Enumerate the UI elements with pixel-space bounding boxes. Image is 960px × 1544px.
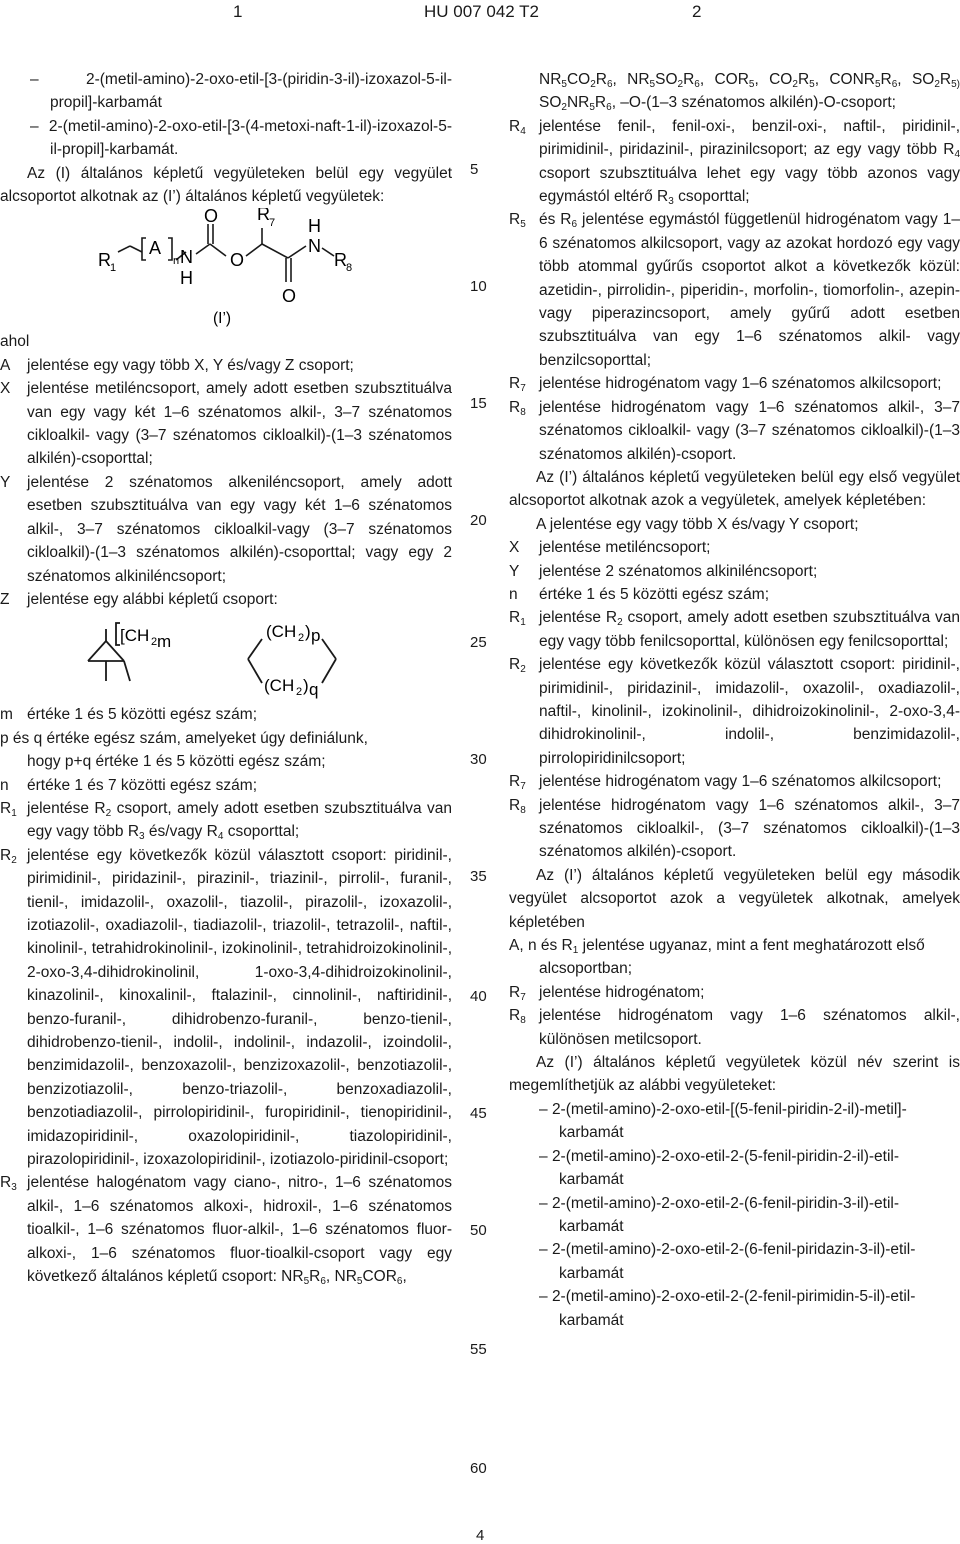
subscript: 8 bbox=[520, 1015, 526, 1027]
second-subgroup-intro: Az (I’) általános képletű vegyületeken belül egy második vegyület alcsoportot azok a vegyületek alkotnak, amelyek képletében bbox=[509, 866, 960, 931]
text: CO bbox=[566, 71, 591, 88]
definition-m bbox=[0, 703, 452, 726]
second-subgroup-R7 bbox=[509, 981, 960, 1004]
symbol-letter: R bbox=[509, 656, 521, 674]
definition-text: jelentése egy következők közül választott csoport: piridinil-, pirimidinil-, piridazinil-, pirazinil-, triazinil-, pirrolil-, furanil-, tienil-, imidazolil-, oxazolil-, tiazolil-, pirazolil-, izoxazolil-, izotiazolil-, oxadiazolil-, tiadiazolil-, triazolil-, tetrazolil-, naftil-, kinolinil-, tetrahidrokinolinil-, izokinolinil-, tetrahidroizokinolinil-, 2-oxo-3,4-dihidrokinolinil, 1-oxo-3,4-dihidroizokinolinil-, kinazolinil-, kinoxalinil-, ftalazinil-, cinnolinil-, naftiridinil-, benzo-furanil-, dihidrobenzo-furanil-, benzo-tienil-, dihidrobenzo-tienil-, indolil-, indolinil-, indazolil-, izoindolil-, benzimidazolil-, benzoxazolil-, benzizoxazolil-, benzotiazolil-, benzizotiazolil-, benzo-triazolil-, benzoxadiazolil-, benzotiadiazolil-, pirrolopiridinil-, furopiridinil-, tienopiridinil-, imidazopiridinil-, oxazolopiridinil-, tiazolopiridinil-, pirazolopiridinil-, izoxazolopiridinil-, izotiazolo-piridinil-csoport; bbox=[27, 846, 452, 1169]
text: NR bbox=[566, 94, 590, 112]
symbol-letter: R bbox=[509, 773, 521, 791]
definition-Z bbox=[0, 588, 452, 611]
line-number: 40 bbox=[470, 988, 487, 1005]
definition-text: értéke 1 és 5 közötti egész szám; bbox=[27, 706, 258, 724]
definition-text: hogy p+q értéke 1 és 5 közötti egész szám; bbox=[27, 753, 326, 771]
text: jelentése fenil-, fenil-oxi-, benzil-oxi-, naftil-, piridinil-, pirimidinil-, piridazinil-, pirazinilcsoport; az egy vagy több R bbox=[539, 117, 960, 159]
definition-text: jelentése 2 szénatomos alkiniléncsoport; bbox=[539, 562, 818, 580]
formula-label: (I’) bbox=[213, 310, 232, 328]
symbol-letter: R bbox=[509, 211, 521, 229]
definition-A bbox=[0, 354, 452, 377]
definition-n bbox=[0, 774, 452, 797]
subscript: 3 bbox=[668, 196, 674, 208]
structure-subscript: 2 bbox=[298, 632, 305, 645]
text: és/vagy R bbox=[148, 823, 218, 841]
symbol-letter: R bbox=[509, 796, 521, 814]
first-subgroup-intro: Az (I’) általános képletű vegyületeken belül egy első vegyület alcsoportot alkotnak azok a vegyületek, amelyek képletében: bbox=[509, 468, 960, 510]
compound-text: 2-(metil-amino)-2-oxo-etil-[3-(piridin-3-il)-izoxazol-5-il-propil]-karbamát bbox=[50, 71, 452, 112]
compound-text: 2-(metil-amino)-2-oxo-etil-2-(6-fenil-piridin-3-il)-etil-karbamát bbox=[551, 1194, 900, 1235]
first-subgroup-R1 bbox=[509, 606, 960, 653]
structure-label: ) bbox=[305, 622, 311, 642]
first-subgroup-R8 bbox=[509, 794, 960, 864]
text: R bbox=[880, 71, 892, 88]
subscript: 6 bbox=[606, 102, 612, 114]
symbol-letter: R bbox=[0, 846, 12, 864]
subscript: 5 bbox=[748, 79, 755, 90]
text: , CONR bbox=[814, 71, 875, 88]
definition-R8 bbox=[509, 396, 960, 466]
symbol bbox=[509, 372, 539, 395]
text: jelentése egymástól függetlenül hidrogénatom vagy 1–6 szénatomos alkilcsoport, vagy az azokat hordozó egy vagy több atommal gyűrűs csoportot alkot a következők közül: azetidin-, pirrolidin-, piperidin-, morfolin-, tiomorfolin-, azepin- vagy piperazincsoport, amely gyűrű adott esetben szubsztituálva van egy 1–6 szénatomos alkil- vagy benzilcsoporttal; bbox=[539, 211, 960, 369]
formula-atom: R bbox=[334, 250, 347, 271]
definition-p-q bbox=[0, 727, 452, 774]
text: , bbox=[402, 1268, 407, 1286]
text: jelentése ugyanaz, mint a fent meghatározott első alcsoportban; bbox=[539, 937, 925, 978]
first-subgroup-R2 bbox=[509, 653, 960, 770]
definition-text bbox=[539, 606, 960, 653]
subscript: 6 bbox=[320, 1276, 326, 1288]
subscript: 2 bbox=[590, 79, 596, 90]
text: csoport, amely adott esetben szubsztituálva van egy vagy több fenilcsoporttal, különösen egy fenilcsoporttal; bbox=[539, 609, 960, 650]
dash: – bbox=[539, 1100, 548, 1118]
subscript: 4 bbox=[954, 149, 960, 161]
subscript: 3 bbox=[139, 831, 145, 843]
subscript: 6 bbox=[694, 79, 700, 90]
text: COR bbox=[362, 1268, 397, 1286]
text: , NR bbox=[325, 1268, 357, 1286]
formula-atom: O bbox=[204, 208, 219, 227]
named-compound bbox=[509, 1285, 960, 1332]
text: jelentése halogénatom vagy ciano-, nitro-, 1–6 szénatomos alkil-, 1–6 szénatomos alkoxi-, hidroxil-, 1–6 szénatomos tioalkil-, 1–6 szénatomos fluor-alkil-, 1–6 szénatomos fluor-alkoxi-, 1–6 szénatomos fluor-tioalkil-csoport vagy egy következő általános képletű csoport: NR bbox=[27, 1174, 452, 1286]
first-subgroup-Y bbox=[509, 560, 960, 583]
formula-I-prime-structure bbox=[0, 208, 452, 330]
structure-label: (CH bbox=[264, 676, 295, 696]
compound-text: 2-(metil-amino)-2-oxo-etil-2-(2-fenil-pirimidin-5-il)-etil-karbamát bbox=[551, 1288, 916, 1329]
subscript: 2 bbox=[105, 807, 112, 819]
first-subgroup-R7 bbox=[509, 770, 960, 793]
named-compound bbox=[509, 1192, 960, 1239]
symbol bbox=[509, 208, 539, 372]
symbol bbox=[509, 606, 539, 653]
symbol: X bbox=[0, 380, 11, 398]
line-number: 20 bbox=[470, 512, 487, 529]
text: R bbox=[939, 71, 952, 88]
definition-text: jelentése hidrogénatom vagy 1–6 szénatomos alkilcsoport; bbox=[539, 375, 942, 393]
formula-atom: H bbox=[180, 268, 193, 289]
subgroup-intro: Az (I) általános képletű vegyületeken belül egy vegyület alcsoportot alkotnak az (I’) általános képletű vegyületek: bbox=[0, 164, 452, 206]
formula-subscript: 1 bbox=[110, 262, 117, 275]
subscript: 1 bbox=[11, 807, 17, 819]
header-document-id: HU 007 042 T2 bbox=[424, 2, 539, 21]
definition-text: jelentése egy következők közül választott csoport: piridinil-, pirimidinil-, piridazinil-, imidazolil-, oxazolil-, oxadiazolil-, naftil-, kinolinil-, izokinolinil-, dihidroizokinolinil-, 2-oxo-3,4-dihidrokinolinil-, indolil-, benzimidazolil-, pirrolopiridinilcsoport; bbox=[539, 656, 960, 767]
subscript: 4 bbox=[520, 125, 526, 137]
subscript: 2 bbox=[617, 617, 623, 629]
named-compound bbox=[509, 1145, 960, 1192]
symbol-letter: R bbox=[509, 1007, 521, 1025]
text: , CO bbox=[754, 71, 793, 88]
subscript: 2 bbox=[520, 664, 526, 676]
line-number: 45 bbox=[470, 1105, 487, 1122]
structure-subscript: 2 bbox=[151, 636, 158, 649]
formula-atom: H bbox=[308, 216, 321, 237]
symbol: n bbox=[509, 585, 518, 603]
subscript: 5 bbox=[649, 79, 656, 90]
second-subgroup-R8 bbox=[509, 1004, 960, 1051]
subscript: 5 bbox=[561, 79, 567, 90]
definition-R2 bbox=[0, 844, 452, 1172]
subscript: 5) bbox=[951, 79, 960, 90]
line-number: 25 bbox=[470, 634, 487, 651]
subscript: 6 bbox=[891, 79, 898, 90]
symbol-letter: R bbox=[509, 375, 521, 393]
text: csoport szubsztituálva lehet egy vagy több azonos vagy egymástól eltérő R bbox=[539, 164, 960, 206]
subscript: 2 bbox=[677, 79, 684, 90]
text: , NR bbox=[612, 71, 650, 88]
definition-text: értéke 1 és 7 közötti egész szám; bbox=[27, 776, 258, 794]
text: , COR bbox=[699, 71, 749, 88]
formula-atom: O bbox=[282, 286, 297, 307]
text: , bbox=[897, 71, 902, 88]
formula-atom: A bbox=[149, 238, 162, 259]
dash: – bbox=[30, 117, 39, 135]
formula-subscript: 7 bbox=[269, 217, 276, 230]
subscript: 6 bbox=[606, 79, 613, 90]
header-left-column-number: 1 bbox=[233, 2, 243, 21]
subscript: 2 bbox=[11, 854, 17, 866]
definition-text: jelentése hidrogénatom; bbox=[539, 983, 705, 1001]
dash: – bbox=[539, 1288, 548, 1306]
structure-label: q bbox=[309, 680, 319, 700]
named-compounds-intro: Az (I’) általános képletű vegyületek közül név szerint is megemlíthetjük az alábbi vegyületeket: bbox=[509, 1054, 960, 1095]
formula-atom: R bbox=[98, 250, 111, 271]
formula-subscript: 8 bbox=[346, 262, 353, 275]
structure-label: [CH bbox=[120, 626, 150, 646]
line-number: 30 bbox=[470, 751, 487, 768]
definition-R7 bbox=[509, 372, 960, 395]
definition-R4 bbox=[509, 115, 960, 209]
text: csoporttal; bbox=[227, 823, 300, 841]
text: A, n és R bbox=[509, 937, 573, 955]
subscript: 8 bbox=[520, 406, 526, 418]
text: , –O-(1–3 szénatomos alkilén)-O-csoport; bbox=[611, 94, 896, 112]
definition-Y bbox=[0, 471, 452, 588]
subscript: 1 bbox=[572, 945, 579, 957]
dash: – bbox=[539, 1194, 548, 1212]
definition-text bbox=[539, 115, 960, 209]
first-subgroup-X bbox=[509, 536, 960, 559]
compound-text: 2-(metil-amino)-2-oxo-etil-[3-(4-metoxi-naft-1-il)-izoxazol-5-il-propil]-karbamát. bbox=[48, 117, 452, 159]
definition-text: jelentése metiléncsoport; bbox=[539, 539, 711, 557]
second-subgroup-A-n-R1 bbox=[509, 934, 960, 981]
definition-R1 bbox=[0, 797, 452, 844]
structure-subscript: 2 bbox=[296, 686, 303, 699]
R3-continuation bbox=[509, 68, 960, 115]
subscript: 5 bbox=[303, 1276, 310, 1288]
text: csoport, amely adott esetben szubsztituálva van egy vagy több R bbox=[27, 799, 452, 841]
subscript: 2 bbox=[792, 79, 798, 90]
symbol-letter: R bbox=[509, 983, 521, 1001]
definition-R3 bbox=[0, 1171, 452, 1288]
definition-text bbox=[539, 208, 960, 372]
symbol bbox=[509, 396, 539, 466]
definition-text: jelentése hidrogénatom vagy 1–6 szénatomos alkil-, 3–7 szénatomos cikloalkil- vagy (3–7 szénatomos cikloalkil)-(1–3 szénatomos alkilén)-csoport. bbox=[539, 398, 960, 463]
text: R bbox=[683, 71, 695, 88]
symbol bbox=[509, 770, 539, 793]
line-number: 35 bbox=[470, 868, 487, 885]
symbol bbox=[0, 797, 27, 844]
subscript: 5 bbox=[520, 219, 526, 231]
named-compound bbox=[509, 1098, 960, 1145]
subscript: 7 bbox=[520, 991, 526, 1003]
dash: – bbox=[539, 1147, 548, 1165]
text: SO bbox=[539, 94, 562, 112]
line-number: 50 bbox=[470, 1222, 487, 1239]
symbol bbox=[509, 1004, 539, 1051]
text: jelentése R bbox=[539, 609, 618, 627]
ahol-label: ahol bbox=[0, 333, 30, 351]
definition-text: jelentése metiléncsoport, amely adott esetben szubsztituálva van egy vagy két 1–6 szénatomos alkil-, 3–7 szénatomos cikloalkil- vagy (3–7 szénatomos cikloalkil)-(1–3 szénatomos alkilén)-csoporttal; bbox=[27, 380, 452, 468]
symbol-letter: R bbox=[509, 398, 521, 416]
symbol-letter: R bbox=[0, 1174, 12, 1192]
text: NR bbox=[539, 71, 562, 88]
text: R bbox=[797, 71, 810, 88]
subscript: 5 bbox=[356, 1276, 363, 1288]
structure-label: p bbox=[311, 626, 321, 646]
text: R bbox=[595, 71, 607, 88]
definition-text bbox=[27, 1171, 452, 1288]
symbol bbox=[509, 981, 539, 1004]
subscript: 6 bbox=[396, 1276, 403, 1288]
compound-name-2 bbox=[0, 115, 452, 162]
structure-label: ) bbox=[303, 676, 309, 696]
first-subgroup-n bbox=[509, 583, 960, 606]
compound-text: 2-(metil-amino)-2-oxo-etil-[(5-fenil-piridin-2-il)-metil]-karbamát bbox=[551, 1100, 907, 1142]
first-subgroup-A: A jelentése egy vagy több X és/vagy Y csoport; bbox=[536, 515, 859, 533]
text: és R bbox=[539, 211, 572, 229]
formula-atom: R bbox=[257, 208, 270, 225]
subscript: 5 bbox=[809, 79, 815, 90]
definition-text: jelentése hidrogénatom vagy 1–6 szénatomos alkilcsoport; bbox=[539, 773, 942, 791]
symbol: Y bbox=[509, 562, 520, 580]
header-right-column-number: 2 bbox=[692, 2, 702, 21]
line-number: 5 bbox=[470, 161, 479, 178]
text: R bbox=[309, 1268, 321, 1286]
left-column bbox=[0, 68, 452, 1288]
symbol bbox=[0, 844, 27, 1172]
symbol-letter: R bbox=[509, 117, 521, 135]
dash: – bbox=[30, 71, 39, 88]
symbol: Y bbox=[0, 473, 11, 491]
dash: – bbox=[539, 1241, 548, 1259]
text: R bbox=[594, 94, 607, 112]
text: SO bbox=[655, 71, 678, 88]
line-number: 55 bbox=[470, 1341, 487, 1358]
definition-text: jelentése hidrogénatom vagy 1–6 szénatomos alkil-, 3–7 szénatomos cikloalkil-, (3–7 szénatomos cikloalkil)-(1–3 szénatomos alkilén)-csoport. bbox=[539, 796, 960, 861]
Z-group-structures bbox=[0, 611, 452, 703]
subscript: 4 bbox=[217, 831, 224, 843]
text: SO bbox=[911, 71, 935, 88]
definition-X bbox=[0, 377, 452, 471]
right-column bbox=[509, 68, 960, 1332]
line-number: 15 bbox=[470, 395, 487, 412]
formula-subscript: n bbox=[173, 255, 180, 268]
definition-text: jelentése hidrogénatom vagy 1–6 szénatomos alkil-, különösen metilcsoport. bbox=[539, 1007, 960, 1048]
definition-text bbox=[27, 797, 452, 844]
text: csoporttal; bbox=[678, 188, 750, 206]
subscript: 8 bbox=[520, 804, 526, 816]
subscript: 7 bbox=[520, 383, 526, 395]
structure-label: m bbox=[157, 632, 172, 652]
definition-text: jelentése 2 szénatomos alkeniléncsoport, amely adott esetben szubsztituálva van egy vagy két 1–6 szénatomos alkil-, 3–7 szénatomos cikloalkil-vagy (3–7 szénatomos cikloalkil)-(1–3 szénatomos alkilén)-csoporttal; vagy egy 2 szénatomos alkiniléncsoport; bbox=[27, 473, 452, 585]
subscript: 2 bbox=[561, 102, 567, 114]
page-number: 4 bbox=[476, 1527, 485, 1544]
subscript: 7 bbox=[520, 781, 526, 793]
symbol: n bbox=[0, 776, 9, 794]
subscript: 5 bbox=[589, 102, 595, 114]
definition-text: jelentése egy vagy több X, Y és/vagy Z csoport; bbox=[27, 356, 354, 374]
text: jelentése R bbox=[27, 799, 106, 817]
definition-text: jelentése egy alábbi képletű csoport: bbox=[27, 590, 278, 608]
subscript: 6 bbox=[571, 219, 578, 231]
symbol-letter: R bbox=[509, 609, 521, 627]
symbol: X bbox=[509, 539, 520, 557]
named-compound bbox=[509, 1238, 960, 1285]
definition-text: értéke 1 és 5 közötti egész szám; bbox=[539, 585, 770, 603]
line-number: 60 bbox=[470, 1460, 487, 1477]
symbol: m bbox=[0, 706, 13, 724]
subscript: 3 bbox=[11, 1182, 17, 1194]
symbol bbox=[509, 653, 539, 770]
structure-label: (CH bbox=[266, 622, 297, 642]
symbol: A bbox=[0, 356, 11, 374]
definition-R5-R6 bbox=[509, 208, 960, 372]
symbol: Z bbox=[0, 590, 10, 608]
subscript: 2 bbox=[934, 79, 940, 90]
formula-atom: O bbox=[230, 250, 245, 271]
subscript: 5 bbox=[874, 79, 881, 90]
subscript: 1 bbox=[520, 617, 526, 629]
formula-atom: N bbox=[308, 236, 321, 257]
definition-text: p és q értéke egész szám, amelyeket úgy definiálunk, bbox=[0, 729, 368, 747]
compound-text: 2-(metil-amino)-2-oxo-etil-2-(6-fenil-piridazin-3-il)-etil-karbamát bbox=[551, 1241, 916, 1282]
symbol bbox=[509, 115, 539, 209]
compound-name-1 bbox=[0, 68, 452, 115]
formula-atom: N bbox=[180, 247, 193, 268]
symbol bbox=[509, 794, 539, 864]
symbol bbox=[0, 1171, 27, 1288]
compound-text: 2-(metil-amino)-2-oxo-etil-2-(5-fenil-piridin-2-il)-etil-karbamát bbox=[551, 1147, 900, 1189]
symbol-letter: R bbox=[0, 799, 12, 817]
line-number: 10 bbox=[470, 278, 487, 295]
